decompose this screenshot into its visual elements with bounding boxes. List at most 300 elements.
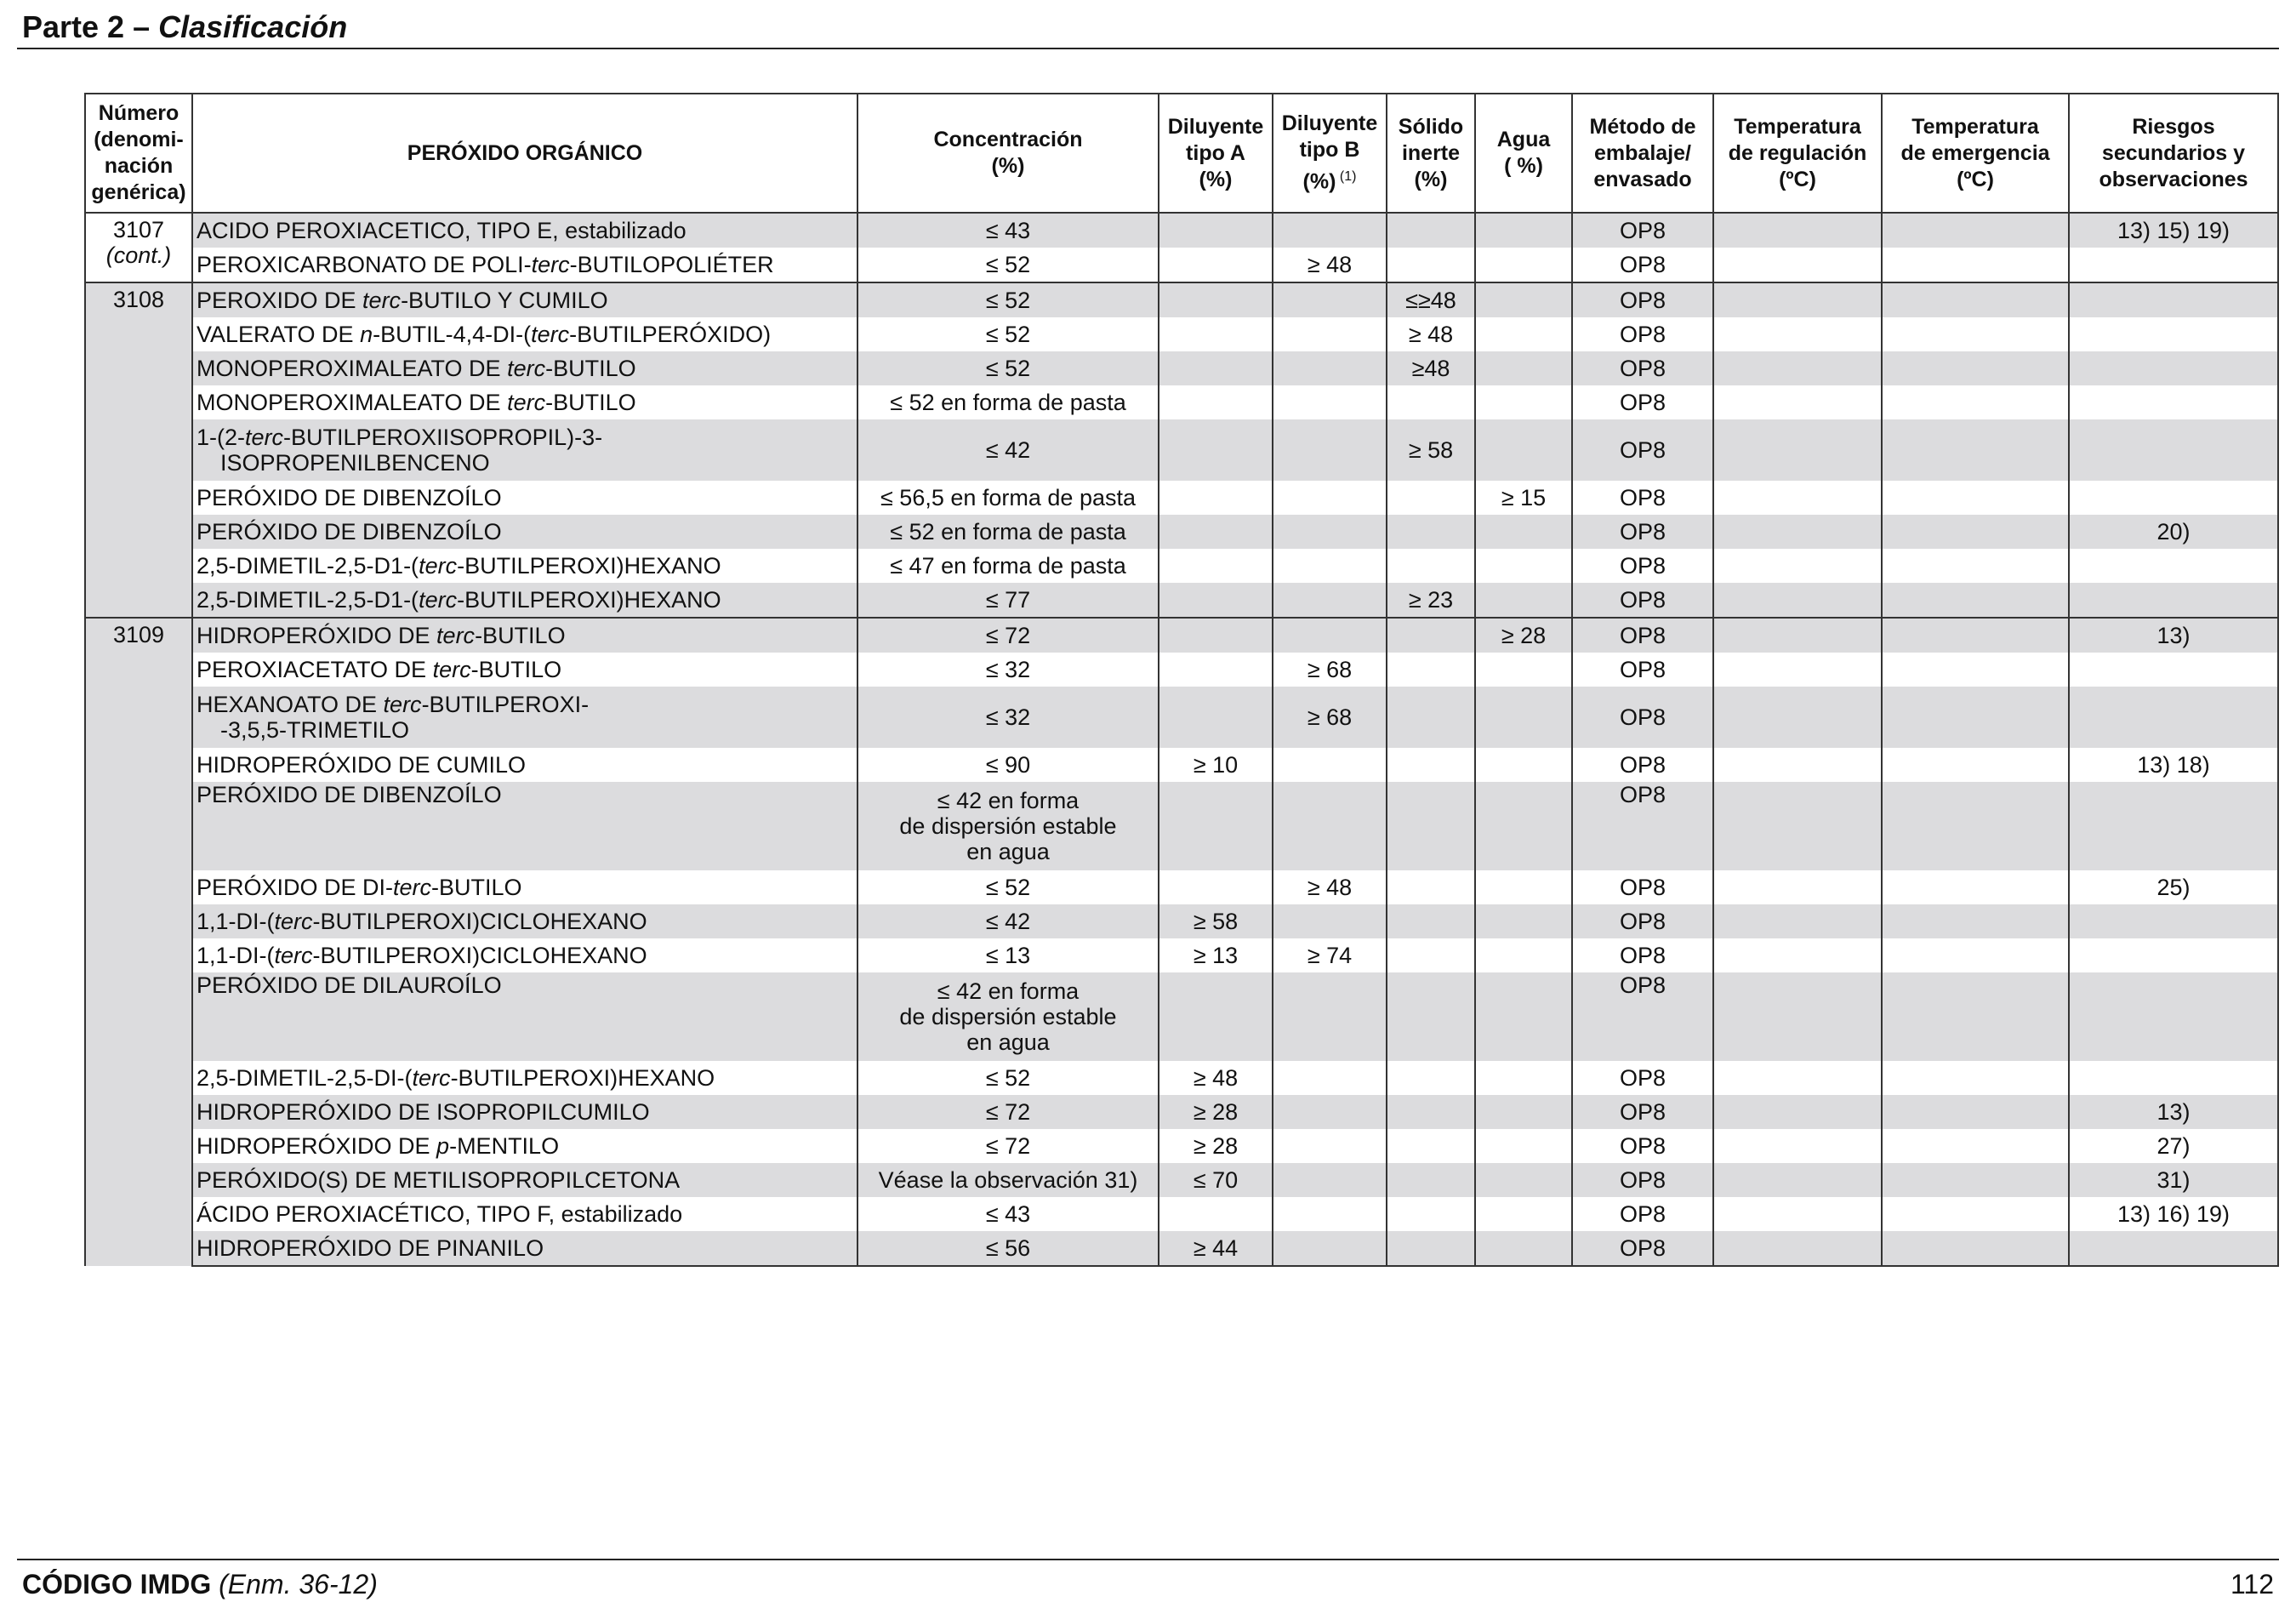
- control-temp-cell: [1713, 481, 1882, 515]
- concentration-cell: ≤ 47 en forma de pasta: [857, 549, 1159, 583]
- table-row: [85, 213, 2278, 248]
- control-temp-cell: [1713, 419, 1882, 481]
- packing-method-cell: OP8: [1572, 938, 1713, 972]
- table-row: [85, 1095, 2278, 1129]
- risks-cell: [2069, 248, 2278, 282]
- peroxide-name-cell: HIDROPERÓXIDO DE PINANILO: [192, 1231, 857, 1266]
- inert-solid-cell: [1387, 549, 1475, 583]
- risks-cell: [2069, 549, 2278, 583]
- inert-solid-cell: [1387, 904, 1475, 938]
- diluent-b-cell: [1273, 904, 1387, 938]
- risks-cell: [2069, 782, 2278, 870]
- table-row: [85, 653, 2278, 687]
- packing-method-cell: OP8: [1572, 904, 1713, 938]
- inert-solid-cell: [1387, 782, 1475, 870]
- peroxide-name-cell: HEXANOATO DE terc-BUTILPEROXI- -3,5,5-TRIMETILO: [192, 687, 857, 748]
- water-cell: ≥ 28: [1475, 618, 1572, 653]
- concentration-cell: ≤ 52: [857, 282, 1159, 317]
- risks-cell: [2069, 583, 2278, 618]
- concentration-cell: ≤ 52: [857, 317, 1159, 351]
- diluent-b-cell: [1273, 317, 1387, 351]
- emergency-temp-cell: [1882, 481, 2069, 515]
- peroxide-name-cell: 1,1-DI-(terc-BUTILPEROXI)CICLOHEXANO: [192, 904, 857, 938]
- table-row: [85, 1129, 2278, 1163]
- risks-cell: 13): [2069, 1095, 2278, 1129]
- column-header-name: PERÓXIDO ORGÁNICO: [192, 94, 857, 213]
- diluent-a-cell: [1159, 481, 1273, 515]
- packing-method-cell: OP8: [1572, 618, 1713, 653]
- concentration-cell: Véase la observación 31): [857, 1163, 1159, 1197]
- water-cell: [1475, 1095, 1572, 1129]
- inert-solid-cell: ≥ 58: [1387, 419, 1475, 481]
- peroxide-name-cell: PERÓXIDO DE DILAUROÍLO: [192, 972, 857, 1061]
- packing-method-cell: OP8: [1572, 481, 1713, 515]
- control-temp-cell: [1713, 317, 1882, 351]
- control-temp-cell: [1713, 248, 1882, 282]
- inert-solid-cell: [1387, 1197, 1475, 1231]
- column-header-temer: Temperatura de emergencia (ºC): [1882, 94, 2069, 213]
- water-cell: [1475, 351, 1572, 385]
- emergency-temp-cell: [1882, 583, 2069, 618]
- water-cell: [1475, 687, 1572, 748]
- concentration-cell: ≤ 43: [857, 213, 1159, 248]
- peroxide-name-cell: ÁCIDO PEROXIACÉTICO, TIPO F, estabilizado: [192, 1197, 857, 1231]
- water-cell: [1475, 583, 1572, 618]
- inert-solid-cell: [1387, 1231, 1475, 1266]
- control-temp-cell: [1713, 687, 1882, 748]
- inert-solid-cell: [1387, 1163, 1475, 1197]
- column-header-water: Agua ( %): [1475, 94, 1572, 213]
- peroxide-name-cell: 2,5-DIMETIL-2,5-D1-(terc-BUTILPEROXI)HEXANO: [192, 549, 857, 583]
- emergency-temp-cell: [1882, 904, 2069, 938]
- packing-method-cell: OP8: [1572, 385, 1713, 419]
- diluent-b-cell: [1273, 1129, 1387, 1163]
- diluent-a-cell: [1159, 549, 1273, 583]
- table-row: [85, 248, 2278, 282]
- risks-cell: [2069, 351, 2278, 385]
- risks-cell: 13) 15) 19): [2069, 213, 2278, 248]
- water-cell: [1475, 248, 1572, 282]
- control-temp-cell: [1713, 904, 1882, 938]
- inert-solid-cell: [1387, 748, 1475, 782]
- peroxide-name-cell: HIDROPERÓXIDO DE p-MENTILO: [192, 1129, 857, 1163]
- inert-solid-cell: [1387, 385, 1475, 419]
- diluent-a-cell: ≥ 10: [1159, 748, 1273, 782]
- diluent-a-cell: [1159, 419, 1273, 481]
- diluent-a-cell: ≥ 48: [1159, 1061, 1273, 1095]
- peroxide-name-cell: HIDROPERÓXIDO DE ISOPROPILCUMILO: [192, 1095, 857, 1129]
- peroxide-name-cell: PERÓXIDO(S) DE METILISOPROPILCETONA: [192, 1163, 857, 1197]
- diluent-b-cell: [1273, 583, 1387, 618]
- water-cell: [1475, 419, 1572, 481]
- emergency-temp-cell: [1882, 870, 2069, 904]
- inert-solid-cell: [1387, 515, 1475, 549]
- column-header-solid: Sólido inerte (%): [1387, 94, 1475, 213]
- concentration-cell: ≤ 52: [857, 248, 1159, 282]
- emergency-temp-cell: [1882, 385, 2069, 419]
- water-cell: [1475, 653, 1572, 687]
- table-row: [85, 904, 2278, 938]
- emergency-temp-cell: [1882, 1061, 2069, 1095]
- diluent-b-cell: [1273, 419, 1387, 481]
- packing-method-cell: OP8: [1572, 687, 1713, 748]
- risks-cell: [2069, 1231, 2278, 1266]
- emergency-temp-cell: [1882, 618, 2069, 653]
- water-cell: [1475, 782, 1572, 870]
- table-row: [85, 748, 2278, 782]
- packing-method-cell: OP8: [1572, 213, 1713, 248]
- inert-solid-cell: [1387, 213, 1475, 248]
- packing-method-cell: OP8: [1572, 1095, 1713, 1129]
- table-row: [85, 870, 2278, 904]
- peroxide-name-cell: PERÓXIDO DE DIBENZOÍLO: [192, 515, 857, 549]
- diluent-b-cell: [1273, 1095, 1387, 1129]
- diluent-a-cell: [1159, 248, 1273, 282]
- water-cell: [1475, 385, 1572, 419]
- emergency-temp-cell: [1882, 687, 2069, 748]
- control-temp-cell: [1713, 782, 1882, 870]
- diluent-b-cell: [1273, 515, 1387, 549]
- water-cell: [1475, 1061, 1572, 1095]
- inert-solid-cell: ≥ 48: [1387, 317, 1475, 351]
- diluent-a-cell: [1159, 618, 1273, 653]
- inert-solid-cell: ≤≥48: [1387, 282, 1475, 317]
- control-temp-cell: [1713, 1095, 1882, 1129]
- concentration-cell: ≤ 56,5 en forma de pasta: [857, 481, 1159, 515]
- packing-method-cell: OP8: [1572, 248, 1713, 282]
- diluent-b-cell: [1273, 1061, 1387, 1095]
- inert-solid-cell: [1387, 481, 1475, 515]
- control-temp-cell: [1713, 282, 1882, 317]
- peroxide-name-cell: 2,5-DIMETIL-2,5-D1-(terc-BUTILPEROXI)HEXANO: [192, 583, 857, 618]
- concentration-cell: ≤ 42: [857, 904, 1159, 938]
- peroxide-name-cell: MONOPEROXIMALEATO DE terc-BUTILO: [192, 351, 857, 385]
- concentration-cell: ≤ 42 en forma de dispersión estable en agua: [857, 972, 1159, 1061]
- control-temp-cell: [1713, 515, 1882, 549]
- diluent-a-cell: [1159, 972, 1273, 1061]
- emergency-temp-cell: [1882, 317, 2069, 351]
- peroxide-name-cell: PERÓXIDO DE DIBENZOÍLO: [192, 481, 857, 515]
- risks-cell: [2069, 385, 2278, 419]
- emergency-temp-cell: [1882, 1231, 2069, 1266]
- risks-cell: 20): [2069, 515, 2278, 549]
- risks-cell: [2069, 687, 2278, 748]
- concentration-cell: ≤ 43: [857, 1197, 1159, 1231]
- table-row: [85, 419, 2278, 481]
- diluent-a-cell: [1159, 351, 1273, 385]
- page-footer: [17, 1559, 2279, 1603]
- un-number-cell: 3107 (cont.): [85, 213, 192, 282]
- table-row: [85, 1197, 2278, 1231]
- packing-method-cell: OP8: [1572, 972, 1713, 1061]
- diluent-a-cell: ≥ 58: [1159, 904, 1273, 938]
- inert-solid-cell: [1387, 1129, 1475, 1163]
- diluent-b-cell: [1273, 782, 1387, 870]
- column-header-conc: Concentración (%): [857, 94, 1159, 213]
- risks-cell: 27): [2069, 1129, 2278, 1163]
- risks-cell: [2069, 1061, 2278, 1095]
- footer-code: CÓDIGO IMDG (Enm. 36-12): [22, 1569, 378, 1599]
- table-row: [85, 687, 2278, 748]
- diluent-a-cell: [1159, 515, 1273, 549]
- diluent-b-cell: [1273, 282, 1387, 317]
- packing-method-cell: OP8: [1572, 1061, 1713, 1095]
- risks-cell: [2069, 938, 2278, 972]
- diluent-b-cell: [1273, 748, 1387, 782]
- page-title: Parte 2 – Clasificación: [22, 9, 348, 44]
- emergency-temp-cell: [1882, 1163, 2069, 1197]
- diluent-a-cell: ≥ 13: [1159, 938, 1273, 972]
- diluent-b-cell: [1273, 1163, 1387, 1197]
- emergency-temp-cell: [1882, 972, 2069, 1061]
- risks-cell: 13): [2069, 618, 2278, 653]
- emergency-temp-cell: [1882, 1095, 2069, 1129]
- diluent-b-cell: [1273, 1197, 1387, 1231]
- diluent-a-cell: ≥ 28: [1159, 1095, 1273, 1129]
- emergency-temp-cell: [1882, 515, 2069, 549]
- table-row: [85, 549, 2278, 583]
- page-header: [17, 7, 2279, 49]
- peroxide-name-cell: 2,5-DIMETIL-2,5-DI-(terc-BUTILPEROXI)HEXANO: [192, 1061, 857, 1095]
- column-header-num: Número (denomi- nación genérica): [85, 94, 192, 213]
- emergency-temp-cell: [1882, 213, 2069, 248]
- emergency-temp-cell: [1882, 938, 2069, 972]
- water-cell: [1475, 515, 1572, 549]
- inert-solid-cell: [1387, 870, 1475, 904]
- diluent-b-cell: [1273, 385, 1387, 419]
- concentration-cell: ≤ 72: [857, 618, 1159, 653]
- diluent-b-cell: [1273, 213, 1387, 248]
- control-temp-cell: [1713, 1231, 1882, 1266]
- diluent-b-cell: [1273, 618, 1387, 653]
- concentration-cell: ≤ 52 en forma de pasta: [857, 385, 1159, 419]
- risks-cell: [2069, 972, 2278, 1061]
- diluent-a-cell: [1159, 213, 1273, 248]
- packing-method-cell: OP8: [1572, 782, 1713, 870]
- emergency-temp-cell: [1882, 748, 2069, 782]
- inert-solid-cell: [1387, 1095, 1475, 1129]
- packing-method-cell: OP8: [1572, 282, 1713, 317]
- concentration-cell: ≤ 52: [857, 1061, 1159, 1095]
- diluent-b-cell: [1273, 351, 1387, 385]
- risks-cell: 13) 16) 19): [2069, 1197, 2278, 1231]
- concentration-cell: ≤ 52: [857, 351, 1159, 385]
- water-cell: [1475, 213, 1572, 248]
- water-cell: [1475, 904, 1572, 938]
- concentration-cell: ≤ 72: [857, 1129, 1159, 1163]
- concentration-cell: ≤ 42 en forma de dispersión estable en agua: [857, 782, 1159, 870]
- control-temp-cell: [1713, 583, 1882, 618]
- concentration-cell: ≤ 90: [857, 748, 1159, 782]
- packing-method-cell: OP8: [1572, 1163, 1713, 1197]
- inert-solid-cell: [1387, 938, 1475, 972]
- table-row: [85, 282, 2278, 317]
- inert-solid-cell: [1387, 653, 1475, 687]
- table-header-row: [85, 94, 2278, 213]
- un-number-cell: 3109: [85, 618, 192, 1266]
- peroxide-name-cell: HIDROPERÓXIDO DE terc-BUTILO: [192, 618, 857, 653]
- water-cell: [1475, 870, 1572, 904]
- table-row: [85, 618, 2278, 653]
- control-temp-cell: [1713, 1163, 1882, 1197]
- column-header-dilA: Diluyente tipo A (%): [1159, 94, 1273, 213]
- risks-cell: [2069, 653, 2278, 687]
- emergency-temp-cell: [1882, 653, 2069, 687]
- concentration-cell: ≤ 13: [857, 938, 1159, 972]
- packing-method-cell: OP8: [1572, 870, 1713, 904]
- control-temp-cell: [1713, 549, 1882, 583]
- risks-cell: [2069, 904, 2278, 938]
- concentration-cell: ≤ 32: [857, 687, 1159, 748]
- water-cell: [1475, 317, 1572, 351]
- diluent-b-cell: [1273, 549, 1387, 583]
- control-temp-cell: [1713, 213, 1882, 248]
- inert-solid-cell: ≥48: [1387, 351, 1475, 385]
- column-header-treg: Temperatura de regulación (ºC): [1713, 94, 1882, 213]
- peroxide-name-cell: VALERATO DE n-BUTIL-4,4-DI-(terc-BUTILPERÓXIDO): [192, 317, 857, 351]
- table-row: [85, 515, 2278, 549]
- peroxide-name-cell: PERÓXIDO DE DI-terc-BUTILO: [192, 870, 857, 904]
- packing-method-cell: OP8: [1572, 583, 1713, 618]
- emergency-temp-cell: [1882, 248, 2069, 282]
- risks-cell: [2069, 317, 2278, 351]
- control-temp-cell: [1713, 1197, 1882, 1231]
- peroxide-name-cell: MONOPEROXIMALEATO DE terc-BUTILO: [192, 385, 857, 419]
- water-cell: [1475, 972, 1572, 1061]
- packing-method-cell: OP8: [1572, 1129, 1713, 1163]
- diluent-a-cell: [1159, 317, 1273, 351]
- water-cell: [1475, 1231, 1572, 1266]
- packing-method-cell: OP8: [1572, 351, 1713, 385]
- packing-method-cell: OP8: [1572, 549, 1713, 583]
- emergency-temp-cell: [1882, 549, 2069, 583]
- concentration-cell: ≤ 72: [857, 1095, 1159, 1129]
- water-cell: [1475, 1163, 1572, 1197]
- water-cell: [1475, 938, 1572, 972]
- inert-solid-cell: [1387, 687, 1475, 748]
- inert-solid-cell: ≥ 23: [1387, 583, 1475, 618]
- table-row: [85, 938, 2278, 972]
- table-row: [85, 972, 2278, 1061]
- concentration-cell: ≤ 32: [857, 653, 1159, 687]
- emergency-temp-cell: [1882, 351, 2069, 385]
- table-row: [85, 385, 2278, 419]
- un-number-cell: 3108: [85, 282, 192, 618]
- water-cell: [1475, 1129, 1572, 1163]
- concentration-cell: ≤ 56: [857, 1231, 1159, 1266]
- control-temp-cell: [1713, 1061, 1882, 1095]
- peroxide-name-cell: HIDROPERÓXIDO DE CUMILO: [192, 748, 857, 782]
- water-cell: ≥ 15: [1475, 481, 1572, 515]
- concentration-cell: ≤ 52: [857, 870, 1159, 904]
- water-cell: [1475, 282, 1572, 317]
- diluent-a-cell: [1159, 1197, 1273, 1231]
- packing-method-cell: OP8: [1572, 1197, 1713, 1231]
- diluent-b-cell: [1273, 1231, 1387, 1266]
- control-temp-cell: [1713, 385, 1882, 419]
- emergency-temp-cell: [1882, 419, 2069, 481]
- diluent-a-cell: ≥ 44: [1159, 1231, 1273, 1266]
- concentration-cell: ≤ 77: [857, 583, 1159, 618]
- control-temp-cell: [1713, 870, 1882, 904]
- peroxide-name-cell: PERÓXIDO DE DIBENZOÍLO: [192, 782, 857, 870]
- packing-method-cell: OP8: [1572, 653, 1713, 687]
- table-row: [85, 317, 2278, 351]
- control-temp-cell: [1713, 351, 1882, 385]
- inert-solid-cell: [1387, 1061, 1475, 1095]
- diluent-b-cell: [1273, 972, 1387, 1061]
- peroxide-name-cell: 1,1-DI-(terc-BUTILPEROXI)CICLOHEXANO: [192, 938, 857, 972]
- risks-cell: [2069, 419, 2278, 481]
- diluent-a-cell: [1159, 282, 1273, 317]
- peroxide-table: [84, 93, 2279, 1267]
- risks-cell: [2069, 481, 2278, 515]
- diluent-b-cell: ≥ 74: [1273, 938, 1387, 972]
- diluent-b-cell: ≥ 68: [1273, 687, 1387, 748]
- control-temp-cell: [1713, 653, 1882, 687]
- column-header-risk: Riesgos secundarios y observaciones: [2069, 94, 2278, 213]
- peroxide-name-cell: PEROXICARBONATO DE POLI-terc-BUTILOPOLIÉTER: [192, 248, 857, 282]
- control-temp-cell: [1713, 938, 1882, 972]
- diluent-a-cell: [1159, 385, 1273, 419]
- diluent-a-cell: ≤ 70: [1159, 1163, 1273, 1197]
- peroxide-name-cell: 1-(2-terc-BUTILPEROXIISOPROPIL)-3- ISOPROPENILBENCENO: [192, 419, 857, 481]
- peroxide-name-cell: ACIDO PEROXIACETICO, TIPO E, estabilizado: [192, 213, 857, 248]
- peroxide-name-cell: PEROXIDO DE terc-BUTILO Y CUMILO: [192, 282, 857, 317]
- water-cell: [1475, 1197, 1572, 1231]
- inert-solid-cell: [1387, 972, 1475, 1061]
- risks-cell: 25): [2069, 870, 2278, 904]
- page-number: 112: [2230, 1569, 2274, 1599]
- diluent-a-cell: [1159, 870, 1273, 904]
- emergency-temp-cell: [1882, 282, 2069, 317]
- packing-method-cell: OP8: [1572, 515, 1713, 549]
- emergency-temp-cell: [1882, 782, 2069, 870]
- table-row: [85, 782, 2278, 870]
- packing-method-cell: OP8: [1572, 748, 1713, 782]
- diluent-b-cell: [1273, 481, 1387, 515]
- column-header-method: Método de embalaje/ envasado: [1572, 94, 1713, 213]
- diluent-b-cell: ≥ 68: [1273, 653, 1387, 687]
- water-cell: [1475, 549, 1572, 583]
- table-row: [85, 1231, 2278, 1266]
- table-row: [85, 481, 2278, 515]
- packing-method-cell: OP8: [1572, 419, 1713, 481]
- inert-solid-cell: [1387, 618, 1475, 653]
- emergency-temp-cell: [1882, 1197, 2069, 1231]
- risks-cell: [2069, 282, 2278, 317]
- risks-cell: 31): [2069, 1163, 2278, 1197]
- column-header-dilB: Diluyente tipo B (%) $^{(1)}$: [1273, 94, 1387, 213]
- control-temp-cell: [1713, 748, 1882, 782]
- diluent-b-cell: ≥ 48: [1273, 248, 1387, 282]
- control-temp-cell: [1713, 618, 1882, 653]
- diluent-a-cell: [1159, 687, 1273, 748]
- diluent-a-cell: [1159, 782, 1273, 870]
- water-cell: [1475, 748, 1572, 782]
- control-temp-cell: [1713, 972, 1882, 1061]
- packing-method-cell: OP8: [1572, 1231, 1713, 1266]
- diluent-a-cell: [1159, 653, 1273, 687]
- diluent-a-cell: [1159, 583, 1273, 618]
- concentration-cell: ≤ 42: [857, 419, 1159, 481]
- table-row: [85, 1061, 2278, 1095]
- concentration-cell: ≤ 52 en forma de pasta: [857, 515, 1159, 549]
- diluent-b-cell: ≥ 48: [1273, 870, 1387, 904]
- risks-cell: 13) 18): [2069, 748, 2278, 782]
- diluent-a-cell: ≥ 28: [1159, 1129, 1273, 1163]
- inert-solid-cell: [1387, 248, 1475, 282]
